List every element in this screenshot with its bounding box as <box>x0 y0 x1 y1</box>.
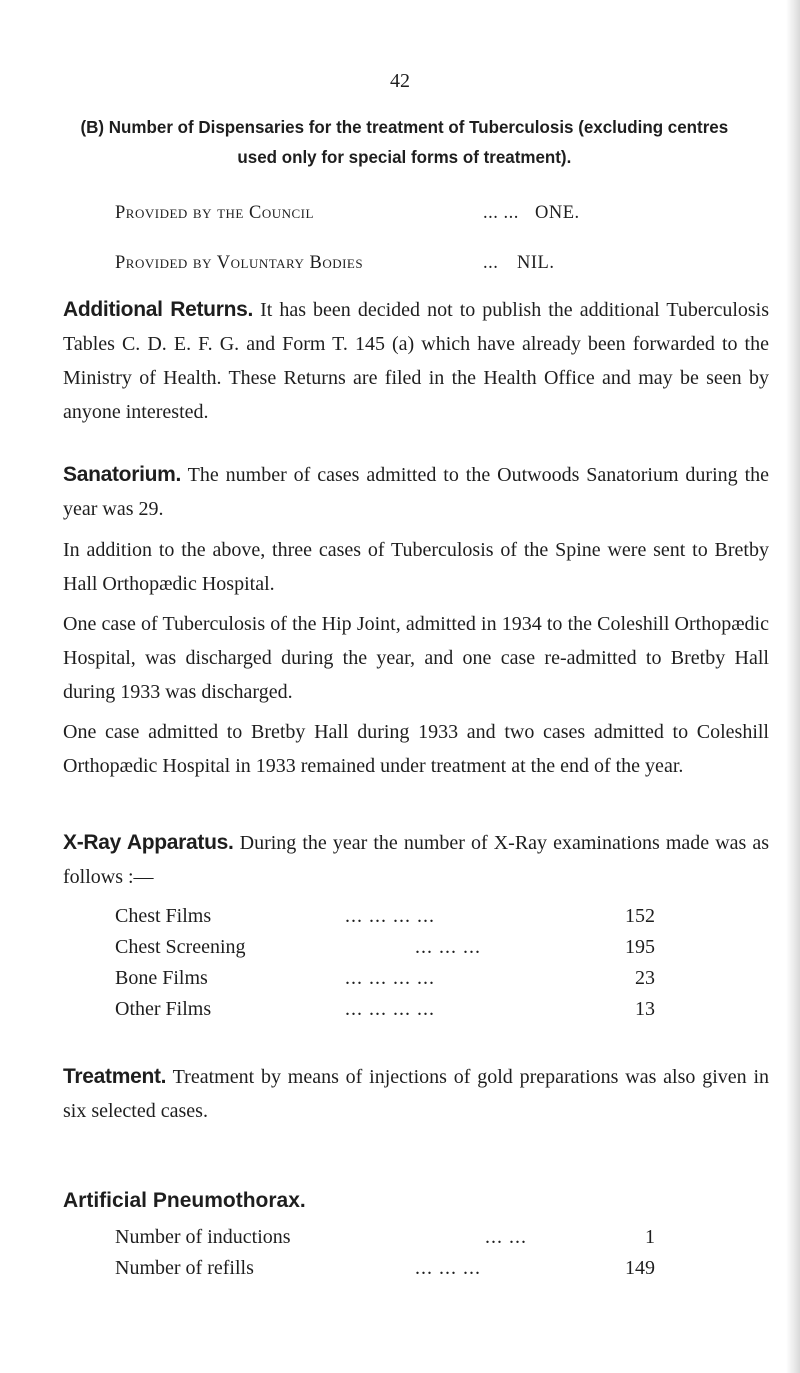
leader-dots: ... ... <box>485 1226 527 1248</box>
sanatorium-heading: Sanatorium. <box>63 463 182 486</box>
item-value: 13 <box>635 998 655 1020</box>
spine-cases-paragraph: In addition to the above, three cases of Tuberculosis of the Spine were sent to Bretby Hall Orthopædic Hospital. <box>63 539 769 595</box>
additional-returns-heading: Additional Returns. <box>63 298 254 321</box>
item-label: Number of inductions <box>115 1226 291 1248</box>
additional-returns-text: It has been decided not to publish the additional Tuberculosis Tables C. D. E. F. G. and Form T. 145 (a) which have already been forwarded to the Ministry of Health. These Returns are filed in the Health Office and may be seen by anyone interested. <box>63 299 770 423</box>
item-label: Number of refills <box>115 1257 254 1279</box>
row-label: Provided by Voluntary Bodies <box>115 253 364 273</box>
xray-paragraph <box>63 826 769 894</box>
xray-item-bone-films <box>115 964 655 992</box>
leader-dots: ... ... <box>483 203 519 223</box>
treatment-heading: Treatment. <box>63 1065 167 1088</box>
leader-dots: ... <box>483 253 499 273</box>
xray-item-other-films <box>115 995 655 1023</box>
section-b-heading: (B) Number of Dispensaries for the treatment of Tuberculosis (excluding centres used only for special forms of treatment). <box>80 117 729 167</box>
additional-returns-paragraph <box>63 293 769 429</box>
xray-item-chest-screening <box>115 933 655 961</box>
item-value: 195 <box>625 936 655 958</box>
artificial-pneumothorax-heading: Artificial Pneumothorax. <box>63 1189 306 1212</box>
pneumothorax-item-inductions <box>115 1223 655 1251</box>
xray-text: During the year the number of X-Ray examinations made was as follows :— <box>63 832 770 888</box>
item-label: Chest Screening <box>115 936 246 958</box>
provided-by-voluntary-row <box>115 253 554 274</box>
item-value: 152 <box>625 905 655 927</box>
item-value: 23 <box>635 967 655 989</box>
row-value: NIL. <box>517 253 555 273</box>
remaining-cases-paragraph: One case admitted to Bretby Hall during 1933 and two cases admitted to Coleshill Orthopædic Hospital in 1933 remained under treatment at the end of the year. <box>63 721 769 777</box>
leader-dots: ... ... ... <box>415 1257 481 1279</box>
treatment-text: Treatment by means of injections of gold preparations was also given in six selected cases. <box>63 1066 770 1122</box>
xray-heading: X-Ray Apparatus. <box>63 831 234 854</box>
item-label: Chest Films <box>115 905 212 927</box>
sanatorium-text: The number of cases admitted to the Outwoods Sanatorium during the year was 29. <box>63 464 770 520</box>
item-label: Other Films <box>115 998 212 1020</box>
leader-dots: ... ... ... ... <box>345 998 435 1020</box>
item-value: 1 <box>645 1226 655 1248</box>
sanatorium-paragraph <box>63 458 769 526</box>
row-value: ONE. <box>535 203 580 223</box>
pneumothorax-item-refills <box>115 1254 655 1282</box>
hip-joint-paragraph: One case of Tuberculosis of the Hip Joint, admitted in 1934 to the Coleshill Orthopædic Hospital, was discharged during the year, and one case re-admitted to Bretby Hall during 1933 was discharged. <box>63 613 769 703</box>
item-value: 149 <box>625 1257 655 1279</box>
page-edge-shadow <box>786 0 800 1373</box>
treatment-paragraph <box>63 1060 769 1128</box>
row-label: Provided by the Council <box>115 203 314 223</box>
item-label: Bone Films <box>115 967 208 989</box>
provided-by-council-row <box>115 203 580 224</box>
leader-dots: ... ... ... ... <box>345 905 435 927</box>
leader-dots: ... ... ... <box>415 936 481 958</box>
xray-item-chest-films <box>115 902 655 930</box>
leader-dots: ... ... ... ... <box>345 967 435 989</box>
page-number: 42 <box>390 70 410 92</box>
